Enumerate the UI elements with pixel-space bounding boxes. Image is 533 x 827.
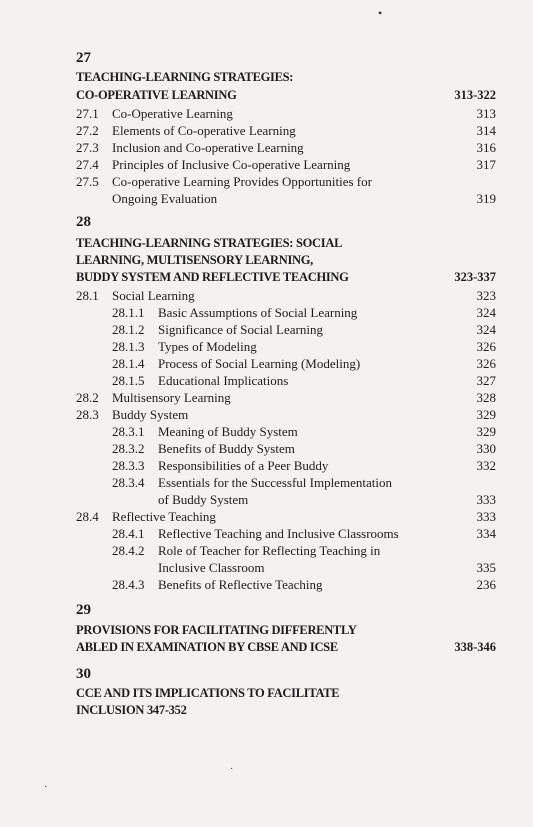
subsection-number: 28.3.1: [112, 424, 145, 439]
subsection-title: Basic Assumptions of Social Learning: [158, 305, 358, 320]
subsection-number: 28.1.4: [112, 356, 145, 371]
section-number: 28.1: [76, 288, 99, 303]
page-number: 326: [476, 356, 496, 371]
toc-subentry: [0, 355, 533, 372]
subsection-number: 28.1.1: [112, 305, 145, 320]
page-number: 327: [476, 373, 496, 388]
toc-entry: [0, 287, 533, 304]
page-number: 333: [476, 509, 496, 524]
toc-entry: [0, 139, 533, 156]
subsection-title: Reflective Teaching and Inclusive Classrooms: [158, 526, 399, 541]
page-number: 323: [476, 288, 496, 303]
section-title: Reflective Teaching: [112, 509, 216, 524]
chapter-title: TEACHING-LEARNING STRATEGIES:: [76, 70, 294, 84]
subsection-title: Educational Implications: [158, 373, 289, 388]
section-number: 27.5: [76, 174, 99, 189]
subsection-title: Role of Teacher for Reflecting Teaching in: [158, 543, 381, 558]
page-number: 326: [476, 339, 496, 354]
page-number: 316: [476, 140, 496, 155]
toc-subentry: [0, 321, 533, 338]
chapter-page-range: 313-322: [454, 88, 496, 102]
section-title: Inclusion and Co-operative Learning: [112, 140, 304, 155]
page-number: 335: [476, 560, 496, 575]
toc-subentry: [0, 576, 533, 593]
section-number: 27.3: [76, 140, 99, 155]
page-number: 236: [476, 577, 496, 592]
subsection-number: 28.4.2: [112, 543, 145, 558]
page-number: 328: [476, 390, 496, 405]
toc-subentry-continuation: [0, 559, 533, 576]
page-number: 324: [476, 322, 496, 337]
chapter-number: 27: [76, 50, 91, 66]
chapter-title: CO-OPERATIVE LEARNING: [76, 88, 237, 102]
subsection-title: Benefits of Buddy System: [158, 441, 295, 456]
toc-entry: [0, 105, 533, 122]
section-title: Multisensory Learning: [112, 390, 231, 405]
section-title: Co-Operative Learning: [112, 106, 233, 121]
chapter-title: ABLED IN EXAMINATION BY CBSE AND ICSE: [76, 640, 338, 654]
page-number: 332: [476, 458, 496, 473]
section-title: Buddy System: [112, 407, 189, 422]
subsection-title: Benefits of Reflective Teaching: [158, 577, 323, 592]
toc-entry-continuation: [0, 190, 533, 207]
section-number: 27.2: [76, 123, 99, 138]
subsection-title: Responsibilities of a Peer Buddy: [158, 458, 329, 473]
toc-subentry: [0, 525, 533, 542]
page-number: 314: [476, 123, 496, 138]
section-number: 27.4: [76, 157, 99, 172]
page-number: 324: [476, 305, 496, 320]
chapter-page-range: 338-346: [454, 640, 496, 654]
subsection-title: Essentials for the Successful Implementation: [158, 475, 392, 490]
page-number: 317: [476, 157, 496, 172]
toc-subentry: [0, 542, 533, 559]
subsection-number: 28.1.5: [112, 373, 145, 388]
toc-entry: [0, 406, 533, 423]
page-number: 334: [476, 526, 496, 541]
subsection-title: Process of Social Learning (Modeling): [158, 356, 361, 371]
toc-entry: [0, 389, 533, 406]
section-title-continued: Ongoing Evaluation: [112, 191, 218, 206]
section-number: 28.2: [76, 390, 99, 405]
page-number: 319: [476, 191, 496, 206]
chapter-title: LEARNING, MULTISENSORY LEARNING,: [76, 253, 314, 267]
subsection-title-continued: Inclusive Classroom: [158, 560, 265, 575]
subsection-number: 28.3.2: [112, 441, 145, 456]
section-number: 28.4: [76, 509, 99, 524]
chapter-title: PROVISIONS FOR FACILITATING DIFFERENTLY: [76, 623, 357, 637]
subsection-number: 28.1.2: [112, 322, 145, 337]
page-number: 329: [476, 424, 496, 439]
subsection-number: 28.3.3: [112, 458, 145, 473]
chapter-title: TEACHING-LEARNING STRATEGIES: SOCIAL: [76, 236, 343, 250]
toc-entry: [0, 156, 533, 173]
page-number: 329: [476, 407, 496, 422]
section-title: Elements of Co-operative Learning: [112, 123, 296, 138]
toc-subentry: [0, 423, 533, 440]
page-number: 330: [476, 441, 496, 456]
toc-entry: [0, 508, 533, 525]
section-number: 27.1: [76, 106, 99, 121]
toc-subentry: [0, 338, 533, 355]
scan-speck: ·: [230, 764, 234, 775]
subsection-title: Significance of Social Learning: [158, 322, 323, 337]
subsection-number: 28.4.3: [112, 577, 145, 592]
toc-entry: [0, 122, 533, 139]
subsection-title: Types of Modeling: [158, 339, 257, 354]
toc-subentry: [0, 304, 533, 321]
scan-speck: ·: [44, 782, 48, 793]
toc-subentry: [0, 457, 533, 474]
chapter-number: 28: [76, 214, 91, 230]
subsection-number: 28.3.4: [112, 475, 145, 490]
chapter-number: 30: [76, 666, 91, 682]
section-title: Co-operative Learning Provides Opportunities for: [112, 174, 372, 189]
chapter-title: BUDDY SYSTEM AND REFLECTIVE TEACHING: [76, 270, 349, 284]
subsection-number: 28.4.1: [112, 526, 145, 541]
toc-subentry: [0, 372, 533, 389]
section-number: 28.3: [76, 407, 99, 422]
chapter-title: CCE AND ITS IMPLICATIONS TO FACILITATE: [76, 686, 340, 700]
chapter-number: 29: [76, 602, 91, 618]
page-number: 313: [476, 106, 496, 121]
toc-entry: [0, 173, 533, 190]
section-title: Social Learning: [112, 288, 195, 303]
toc-subentry: [0, 440, 533, 457]
page-number: 333: [476, 492, 496, 507]
subsection-number: 28.1.3: [112, 339, 145, 354]
chapter-title: INCLUSION 347-352: [76, 703, 187, 717]
toc-subentry: [0, 474, 533, 491]
section-title: Principles of Inclusive Co-operative Learning: [112, 157, 351, 172]
scan-speck: •: [378, 6, 383, 20]
chapter-page-range: 323-337: [454, 270, 496, 284]
subsection-title: Meaning of Buddy System: [158, 424, 298, 439]
toc-subentry-continuation: [0, 491, 533, 508]
subsection-title-continued: of Buddy System: [158, 492, 249, 507]
